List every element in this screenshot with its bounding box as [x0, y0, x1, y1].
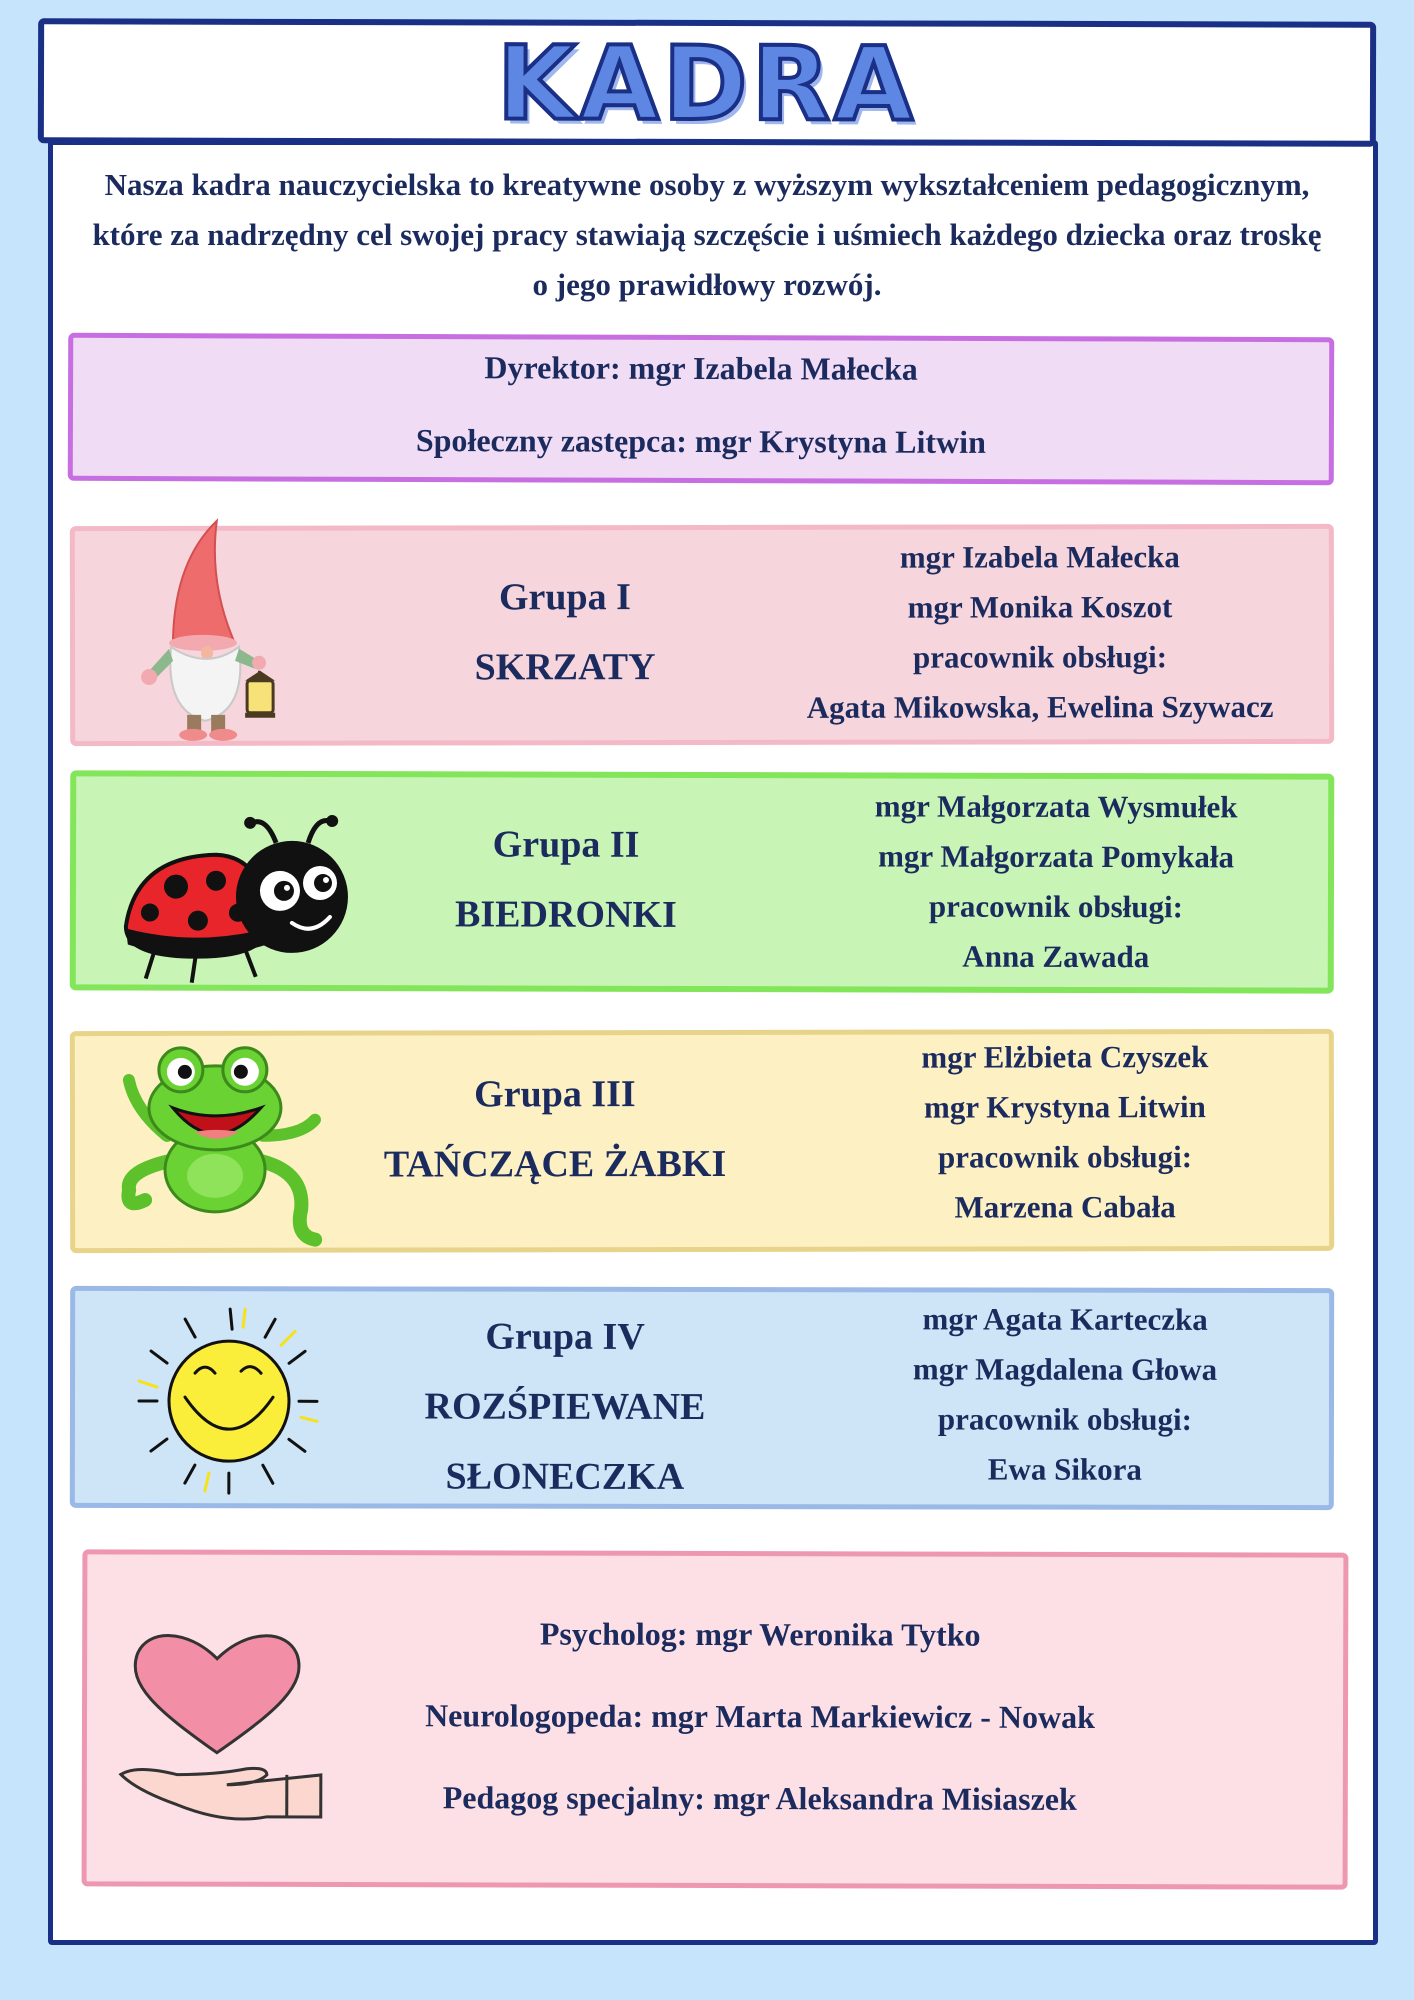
group-name-4-line2: SŁONECZKA	[445, 1455, 685, 1498]
header-box	[38, 18, 1376, 147]
staff-line: mgr Elżbieta Czyszek	[921, 1039, 1209, 1075]
gnome-icon	[135, 521, 295, 741]
group-staff-2	[806, 781, 1307, 982]
group-card-skrzaty	[70, 524, 1334, 746]
psychologist-line: Psycholog: mgr Weronika Tytko	[539, 1615, 981, 1653]
group-number-2: Grupa II	[492, 823, 640, 866]
group-staff-4	[875, 1294, 1255, 1495]
sun-icon	[105, 1301, 355, 1501]
group-card-biedronki	[70, 770, 1335, 993]
group-name-4-line1: ROZŚPIEWANE	[424, 1385, 706, 1429]
deputy-line: Społeczny zastępca: mgr Krystyna Litwin	[415, 422, 986, 460]
director-line: Dyrektor: mgr Izabela Małecka	[484, 349, 918, 387]
group-staff-3	[875, 1032, 1255, 1233]
staff-line: Marzena Cabała	[954, 1189, 1176, 1225]
staff-line: mgr Magdalena Głowa	[912, 1351, 1218, 1387]
staff-line: pracownik obsługi:	[937, 1139, 1193, 1175]
intro-text: Nasza kadra nauczycielska to kreatywne osoby z wyższym wykształceniem pedagogicznym, które za nadrzędny cel swojej pracy stawiają szczęście i uśmiech każdego dziecka oraz troskę o jego prawidłowy rozwój.	[92, 167, 1322, 302]
staff-line: Ewa Sikora	[987, 1451, 1142, 1487]
group-name-3: TAŃCZĄCE ŻABKI	[383, 1142, 727, 1186]
group-staff-1	[745, 532, 1335, 733]
staff-line: mgr Agata Karteczka	[922, 1301, 1208, 1337]
group-number-1: Grupa I	[498, 576, 631, 619]
staff-line: pracownik obsługi:	[912, 639, 1168, 675]
staff-line: mgr Krystyna Litwin	[923, 1089, 1206, 1125]
ladybug-icon	[116, 816, 356, 987]
special-educator-line: Pedagog specjalny: mgr Aleksandra Misiaszek	[442, 1779, 1077, 1817]
speech-therapist-line: Neurologopeda: mgr Marta Markiewicz - Nowak	[425, 1697, 1095, 1735]
group-name-2: BIEDRONKI	[455, 893, 677, 936]
frog-icon	[115, 1040, 315, 1250]
group-card-rozspiewane-sloneczka	[70, 1286, 1334, 1510]
group-number-3: Grupa III	[474, 1073, 636, 1116]
specialists-box	[82, 1549, 1349, 1889]
staff-line: mgr Małgorzata Wysmułek	[874, 788, 1238, 825]
group-name-1: SKRZATY	[474, 646, 656, 689]
staff-line: pracownik obsługi:	[937, 1401, 1193, 1437]
staff-line: mgr Monika Koszot	[907, 589, 1173, 625]
staff-line: mgr Izabela Małecka	[899, 539, 1180, 575]
staff-line: Agata Mikowska, Ewelina Szywacz	[806, 689, 1274, 725]
group-number-4: Grupa IV	[485, 1315, 645, 1358]
group-card-tanczace-zabki	[70, 1029, 1334, 1253]
staff-line: Anna Zawada	[962, 938, 1150, 975]
staff-line: mgr Małgorzata Pomykała	[878, 838, 1235, 875]
staff-line: pracownik obsługi:	[928, 888, 1184, 925]
page-title: KADRA	[496, 23, 918, 145]
leadership-box	[68, 333, 1335, 485]
